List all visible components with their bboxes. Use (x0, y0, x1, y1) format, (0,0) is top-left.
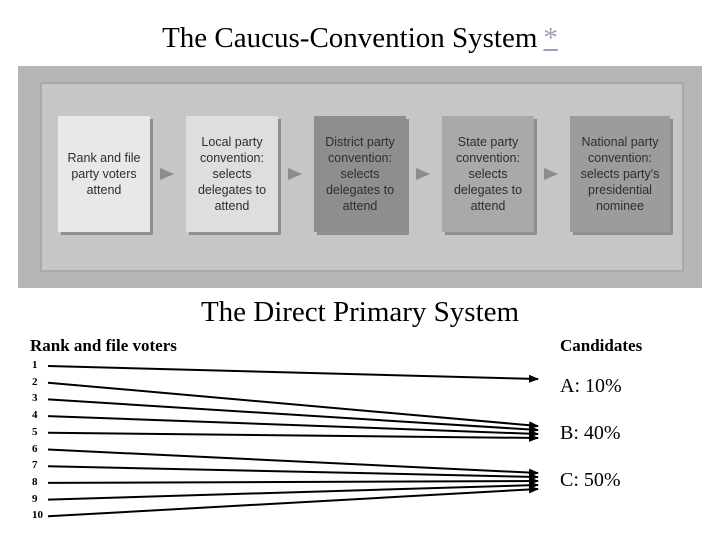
voter-number: 6 (32, 442, 38, 455)
stage-label: Local party convention: selects delegates to attend (197, 135, 267, 213)
voters-header: Rank and file voters (30, 336, 177, 355)
candidate-b: B: 40% (560, 422, 621, 444)
vote-arrow (48, 481, 538, 483)
stage-label: National party convention: selects party's presidential nominee (580, 135, 660, 213)
candidate-c: C: 50% (560, 469, 621, 491)
vote-arrow (48, 433, 538, 438)
voter-number: 2 (32, 375, 38, 388)
candidates-header: Candidates (560, 336, 643, 355)
voter-number: 9 (32, 492, 38, 505)
voter-number: 8 (32, 475, 38, 488)
voter-number: 4 (32, 409, 38, 422)
stage-label: Rank and file party voters attend (67, 151, 141, 197)
voter-number: 3 (32, 392, 38, 405)
voter-number: 10 (32, 509, 43, 522)
vote-arrow (48, 466, 538, 477)
stage-label: District party convention: selects delegates to attend (325, 135, 395, 213)
voter-number: 5 (32, 425, 38, 438)
stage-label: State party convention: selects delegates to attend (453, 135, 523, 213)
voter-number: 7 (32, 459, 38, 472)
voter-number: 1 (32, 359, 38, 371)
primary-title: The Direct Primary System (200, 296, 520, 328)
footnote-link[interactable]: * (543, 22, 558, 54)
vote-arrow (48, 366, 538, 379)
candidate-a: A: 10% (560, 375, 622, 397)
caucus-title-text: The Caucus-Convention System (162, 22, 538, 54)
vote-arrow (48, 450, 538, 474)
